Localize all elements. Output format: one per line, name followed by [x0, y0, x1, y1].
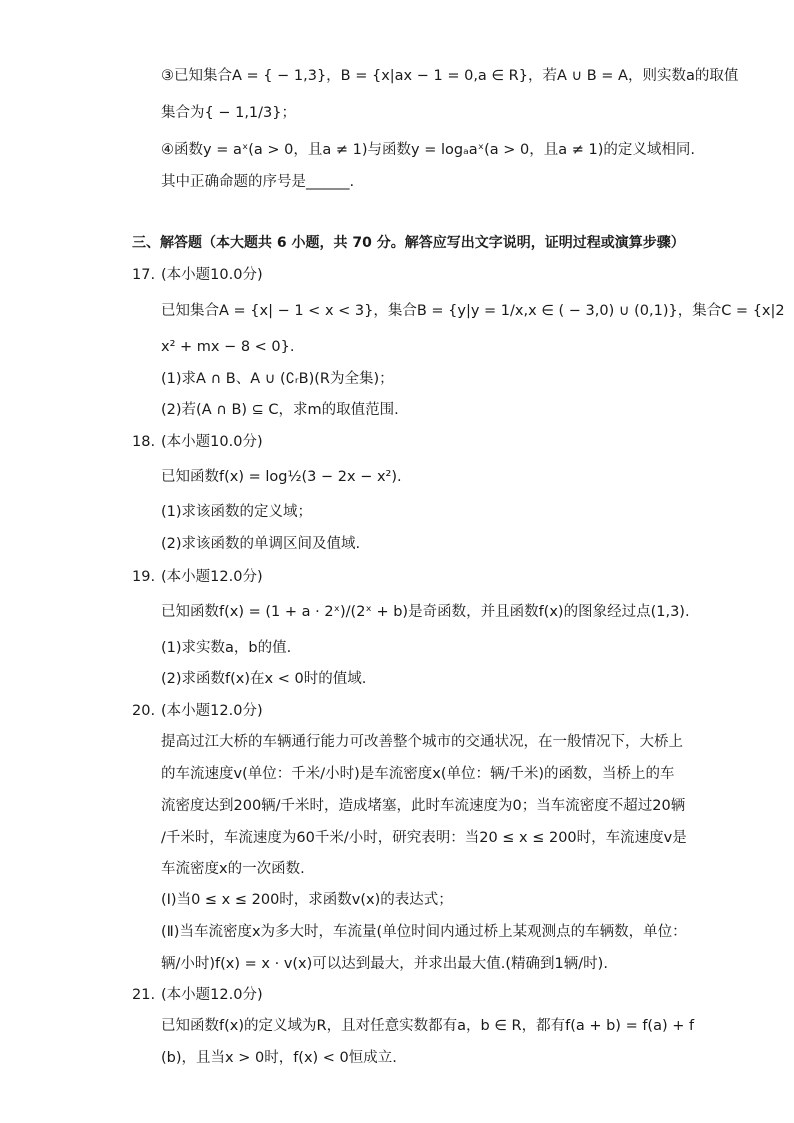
- question-line: 已知函数f(x)的定义域为R，且对任意实数都有a，b ∈ R，都有f(a + b) = f(a) + f: [161, 1018, 695, 1034]
- question-line: 提高过江大桥的车辆通行能力可改善整个城市的交通状况，在一般情况下，大桥上: [161, 734, 683, 750]
- question-line: (b)，且当x > 0时，f(x) < 0恒成立.: [161, 1050, 397, 1066]
- section-title: 三、解答题（本大题共 6 小题，共 70 分。解答应写出文字说明，证明过程或演算步骤）: [132, 235, 685, 251]
- question-points: (本小题10.0分): [161, 267, 263, 283]
- question-line: 已知函数f(x) = (1 + a · 2ˣ)/(2ˣ + b)是奇函数，并且函数f(x)的图象经过点(1,3).: [161, 604, 690, 620]
- question-ask: 其中正确命题的序号是______.: [161, 174, 355, 190]
- question-number: 17.: [132, 267, 156, 283]
- question-line: (Ⅰ)当0 ≤ x ≤ 200时，求函数v(x)的表达式；: [161, 892, 453, 908]
- question-line: (1)求实数a，b的值.: [161, 640, 292, 656]
- question-points: (本小题10.0分): [161, 434, 263, 450]
- question-line: /千米时，车流速度为60千米/小时，研究表明：当20 ≤ x ≤ 200时，车流速度v是: [161, 830, 687, 846]
- question-line: 辆/小时)f(x) = x · v(x)可以达到最大，并求出最大值.(精确到1辆/时).: [161, 956, 608, 972]
- question-line: 的车流速度v(单位：千米/小时)是车流密度x(单位：辆/千米)的函数，当桥上的车: [161, 766, 675, 782]
- item-3-line-2: 集合为{ − 1,1/3}；: [161, 105, 296, 121]
- question-points: (本小题12.0分): [161, 703, 263, 719]
- question-line: 车流密度x的一次函数.: [161, 861, 305, 877]
- question-line: (2)若(A ∩ B) ⊆ C，求m的取值范围.: [161, 402, 399, 418]
- question-number: 21.: [132, 987, 156, 1003]
- question-number: 19.: [132, 569, 156, 585]
- question-line: (Ⅱ)当车流密度x为多大时，车流量(单位时间内通过桥上某观测点的车辆数，单位：: [161, 924, 687, 940]
- item-3-line-1: ③已知集合A = { − 1,3}，B = {x|ax − 1 = 0,a ∈ R}，若A ∪ B = A，则实数a的取值: [161, 68, 739, 84]
- question-number: 18.: [132, 434, 156, 450]
- item-4-line-1: ④函数y = aˣ(a > 0，且a ≠ 1)与函数y = logₐaˣ(a > 0，且a ≠ 1)的定义域相同.: [161, 142, 695, 158]
- question-points: (本小题12.0分): [161, 569, 263, 585]
- question-line: 流密度达到200辆/千米时，造成堵塞，此时车流速度为0；当车流密度不超过20辆: [161, 798, 686, 814]
- question-line: (2)求该函数的单调区间及值域.: [161, 536, 361, 552]
- question-line: (2)求函数f(x)在x < 0时的值域.: [161, 671, 367, 687]
- question-line: (1)求该函数的定义域；: [161, 504, 313, 520]
- question-line: (1)求A ∩ B、A ∪ (∁ᵣB)(R为全集)；: [161, 371, 394, 387]
- question-line: 已知函数f(x) = log½(3 − 2x − x²).: [161, 469, 402, 485]
- question-line: x² + mx − 8 < 0}.: [161, 339, 295, 355]
- question-number: 20.: [132, 703, 156, 719]
- question-points: (本小题12.0分): [161, 987, 263, 1003]
- question-line: 已知集合A = {x| − 1 < x < 3}，集合B = {y|y = 1/x,x ∈ ( − 3,0) ∪ (0,1)}，集合C = {x|2: [161, 303, 785, 319]
